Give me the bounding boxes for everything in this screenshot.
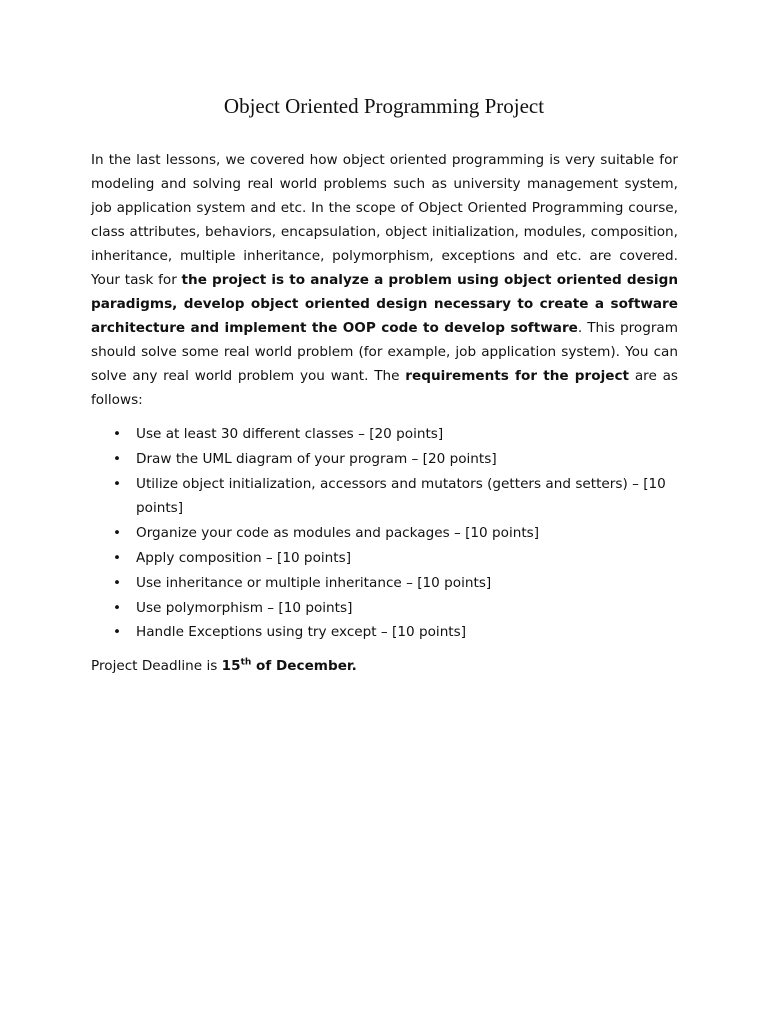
requirement-text: Organize your code as modules and packages – [10 points] (136, 525, 540, 542)
bullet-icon: • (113, 525, 122, 542)
bullet-icon: • (113, 599, 122, 616)
requirement-text: Draw the UML diagram of your program – [20 points] (136, 450, 497, 467)
list-item (91, 447, 681, 472)
list-item (91, 620, 681, 645)
list-item (91, 571, 681, 596)
requirements-bold-text: requirements for the project (405, 368, 630, 384)
after-task-text: . This program should solve some real world problem (for example, job application system). You can solve any real world problem you want. The (91, 320, 678, 384)
task-bold-text: the project is to analyze a problem using object oriented design paradigms, develop object oriented design necessary to create a software architecture and implement the OOP code to develop software (91, 272, 678, 336)
intro-text: In the last lessons, we covered how object oriented programming is very suitable for modeling and solving real world problems such as university management system, job application system and etc. In the scope of Object Oriented Programming course, class attributes, behaviors, encapsulation, object initialization, modules, composition, inheritance, multiple inheritance, polymorphism, exceptions and etc. are covered. Your task for (91, 152, 678, 288)
closing-text: are as follows: (91, 368, 679, 408)
bullet-icon: • (113, 475, 122, 492)
list-item (91, 521, 681, 546)
deadline-line (91, 654, 357, 678)
list-item (91, 596, 681, 621)
deadline-date (222, 658, 357, 674)
requirements-list (91, 422, 681, 645)
list-item (91, 546, 681, 571)
bullet-icon: • (113, 624, 122, 641)
bullet-icon: • (113, 426, 122, 442)
bullet-icon: • (113, 574, 122, 591)
bullet-icon: • (113, 549, 122, 566)
requirement-text: Apply composition – [10 points] (136, 549, 351, 566)
bullet-icon: • (113, 450, 122, 467)
deadline-month: of December. (251, 658, 357, 674)
deadline-prefix: Project Deadline is (91, 658, 222, 674)
list-item (91, 422, 681, 447)
list-item (91, 472, 681, 522)
document-title: Object Oriented Programming Project (223, 94, 545, 118)
intro-paragraph (91, 148, 678, 412)
requirement-text: Handle Exceptions using try except – [10 points] (136, 624, 467, 641)
requirement-text: Utilize object initialization, accessors and mutators (getters and setters) – [10 points] (136, 475, 666, 517)
requirement-text: Use at least 30 different classes – [20 points] (136, 426, 444, 442)
requirement-text: Use polymorphism – [10 points] (136, 599, 353, 616)
deadline-ordinal: th (240, 657, 252, 668)
deadline-day: 15 (221, 658, 241, 674)
requirement-text: Use inheritance or multiple inheritance – [10 points] (136, 574, 492, 591)
